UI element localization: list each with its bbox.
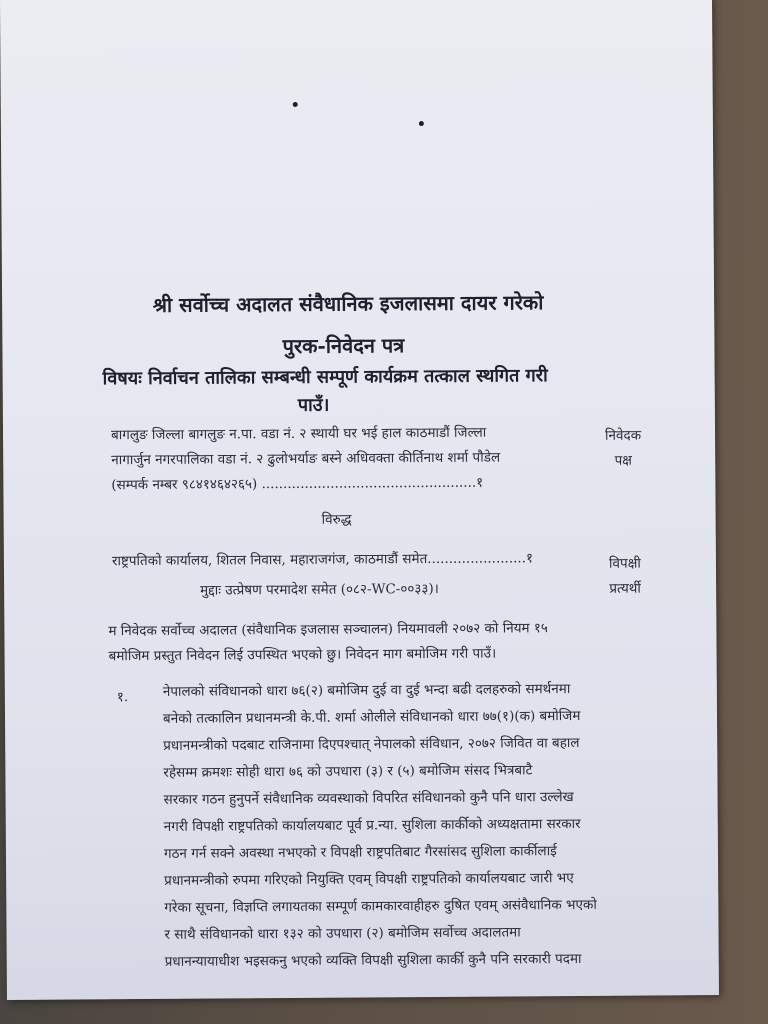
point-line: गरेका सूचना, विज्ञप्ति लगायतका सम्पूर्ण कामकारवाहीहरु दुषित एवम् असंवैधानिक भएको [164,896,597,916]
intro-paragraph [108,616,588,669]
point-number: १. [116,689,129,706]
point-paragraph [163,675,655,975]
versus-label: विरुद्ध [321,511,352,528]
point-line: प्रधानन्यायाधीश भइसकनु भएको व्यक्ति विपक्षी सुशिला कार्की कुनै पनि सरकारी पदमा [164,950,582,970]
case-line: मुद्दाः उत्प्रेषण परमादेश समेत (०८२-WC-००३३)। [200,580,439,599]
respondent-line: राष्ट्रपतिको कार्यालय, शितल निवास, महाराजगंज, काठमाडौं समेत.......................१ [111,550,534,570]
point-line: नेपालको संविधानको धारा ७६(२) बमोजिम दुई वा दुई भन्दा बढी दलहरुको समर्थनमा [162,681,571,700]
point-line: सरकार गठन हुनुपर्ने संवैधानिक व्यवस्थाको विपरित संविधानको कुनै पनि धारा उल्लेख [163,789,574,808]
point-line: रहेसम्म क्रमशः सोही धारा ७६ को उपधारा (३) र (५) बमोजिम संसद भित्रबाटै [163,762,533,781]
point-line: प्रधानमन्त्रीको पदबाट राजिनामा दिएपश्चात् नेपालको संविधान, २०७२ जिवित वा बहाल [163,734,580,754]
petitioner-label: निवेदक पक्ष [604,427,642,469]
petitioner-line: नागार्जुन नगरपालिका वडा नं. २ ढुलोभर्याङ बस्ने अधिवक्ता कीर्तिनाथ शर्मा पौडेल [111,449,501,469]
subject-line: पाउँ। [297,394,330,416]
intro-line: बमोजिम प्रस्तुत निवेदन लिई उपस्थित भएको छु। निवेदन माग बमोजिम गरी पाउँ। [108,645,497,665]
document-subtitle: पुरक-निवेदन पत्र [282,333,405,359]
petitioner-block [111,420,582,498]
point-line: र साथै संविधानको धारा १३२ को उपधारा (२) बमोजिम सर्वोच्च अदालतमा [164,924,521,943]
subject [103,362,583,421]
respondent-label: विपक्षी प्रत्यर्थी [608,555,641,597]
intro-line: म निवेदक सर्वोच्च अदालत (संवैधानिक इजलास सञ्चालन) नियमावली २०७२ को नियम १५ [108,620,548,640]
ink-speck [293,102,298,107]
petitioner-line: (सम्पर्क नम्बर ९८४१४६४२६५) ..................................................१ [111,474,484,494]
point-line: प्रधानमन्त्रीको रुपमा गरिएको नियुक्ति एवम् विपक्षी राष्ट्रपतिको कार्यालयबाट जारी भए [164,870,574,889]
point-line: बनेको तत्कालिन प्रधानमन्त्री के.पी. शर्मा ओलीले संविधानको धारा ७७(१)(क) बमोजिम [162,707,581,727]
subject-line: विषयः निर्वाचन तालिका सम्बन्धी सम्पूर्ण कार्यक्रम तत्काल स्थगित गरी [102,365,548,390]
ink-speck [419,121,424,126]
petitioner-line: बागलुङ जिल्ला बागलुङ न.पा. वडा नं. २ स्थायी घर भई हाल काठमाडौं जिल्ला [110,424,487,444]
point-line: गठन गर्न सक्ने अवस्था नभएको र विपक्षी राष्ट्रपतिबाट गैरसांसद सुशिला कार्कीलाई [163,843,557,862]
document-title: श्री सर्वोच्च अदालत संवैधानिक इजलासमा दायर गरेको [152,290,544,317]
point-line: नगरी विपक्षी राष्ट्रपतिको कार्यालयबाट पूर्व प्र.न्या. सुशिला कार्कीको अध्यक्षतामा सरकार [163,815,581,835]
